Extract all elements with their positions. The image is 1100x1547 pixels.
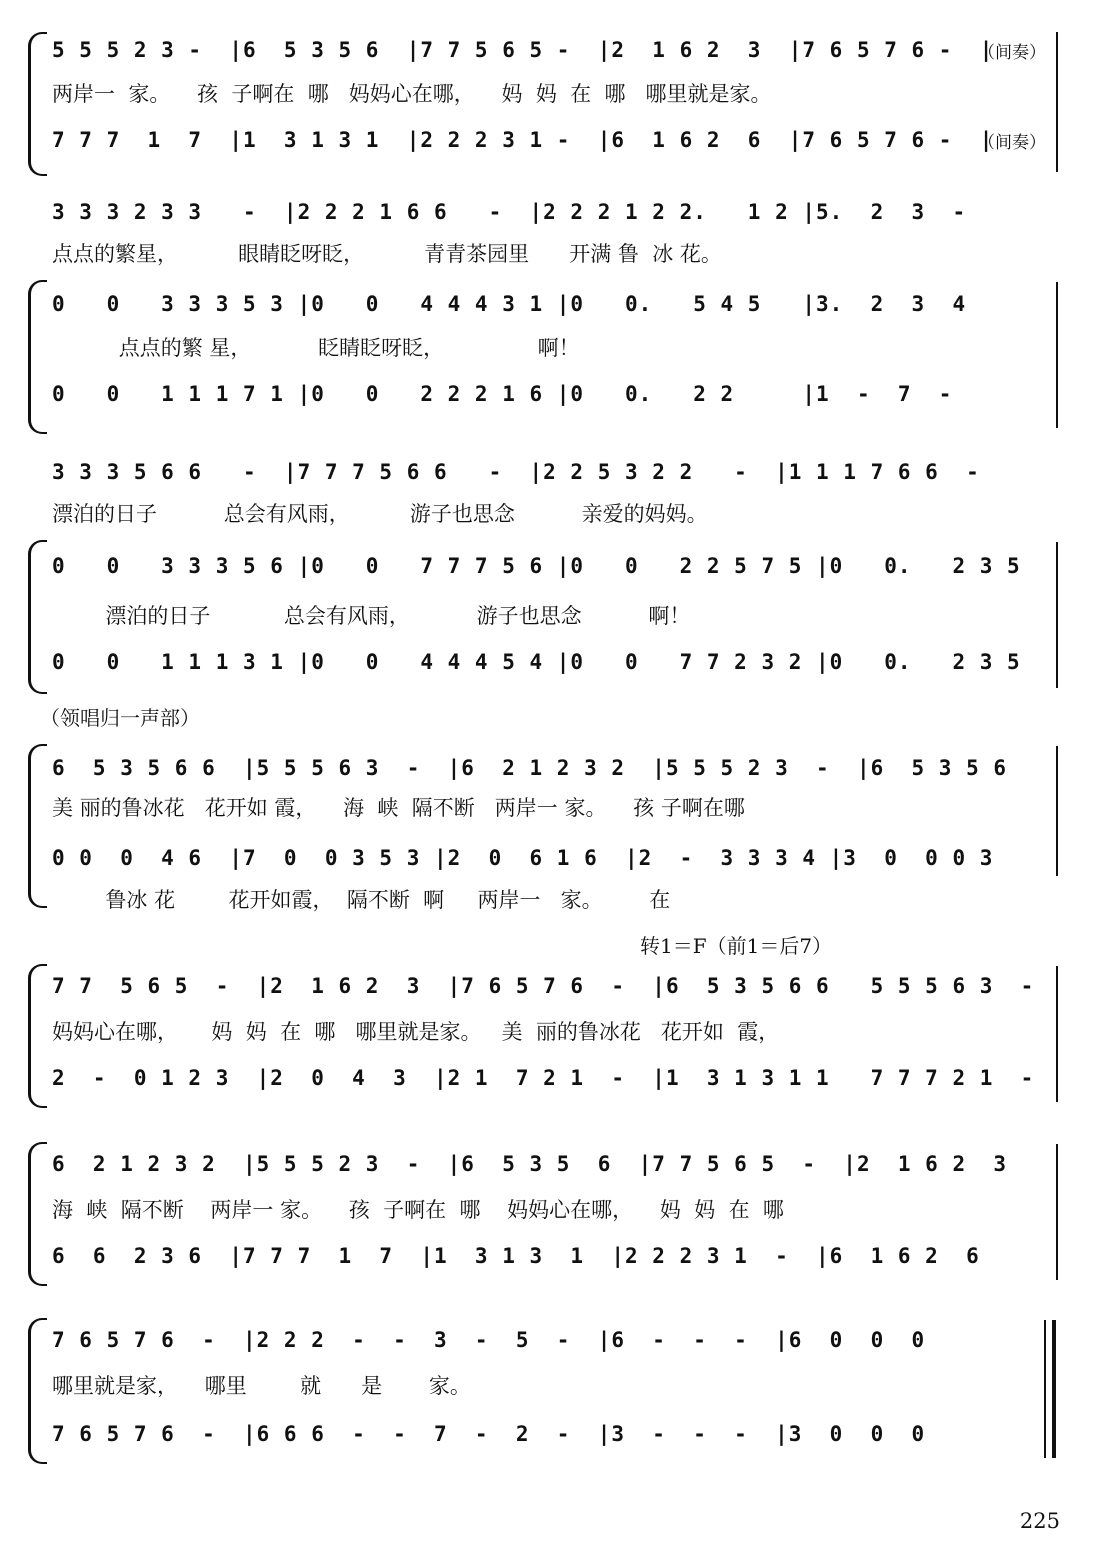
soprano-notes: 7 7 5 6 5 - |2 1 6 2 3 |7 6 5 7 6 - |6 5 3 5 6 6 5 5 5 6 3 - — [52, 974, 1035, 998]
barline-end — [1056, 32, 1058, 172]
section-label: （领唱归一声部） — [40, 706, 200, 730]
alto-notes: 7 6 5 7 6 - |6 6 6 - - 7 - 2 - |3 - - - |3 0 0 0 — [52, 1422, 926, 1446]
lyrics: 哪里就是家， 哪里 就 是 家。 — [52, 1374, 471, 1398]
barline-end — [1056, 542, 1058, 688]
barline-end — [1056, 1144, 1058, 1280]
alto-notes: 0 0 0 4 6 |7 0 0 3 5 3 |2 0 6 1 6 |2 - 3 3 3 4 |3 0 0 0 3 — [52, 846, 994, 870]
choir-lower-notes: 0 0 1 1 1 7 1 |0 0 2 2 2 1 6 |0 0. 2 2 |1 - 7 - — [52, 382, 953, 406]
system-7 — [28, 1318, 1068, 1468]
choir-brace — [28, 280, 47, 434]
choir-lyrics: 点点的繁 星， 眨睛眨呀眨， 啊！ — [52, 336, 580, 360]
alto-notes: 2 - 0 1 2 3 |2 0 4 3 |2 1 7 2 1 - |1 3 1 3 1 1 7 7 7 2 1 - — [52, 1066, 1035, 1090]
choir-lower-notes: 0 0 1 1 1 3 1 |0 0 4 4 4 5 4 |0 0 7 7 2 3 2 |0 0. 2 3 5 — [52, 650, 1021, 674]
final-barline-thick — [1052, 1320, 1056, 1458]
system-6 — [28, 1142, 1068, 1292]
barline-end — [1056, 282, 1058, 428]
soprano-notes: 5 5 5 2 3 - |6 5 3 5 6 |7 7 5 6 5 - |2 1 6 2 3 |7 6 5 7 6 - | — [52, 38, 994, 62]
soprano-notes: 6 5 3 5 6 6 |5 5 5 6 3 - |6 2 1 2 3 2 |5 5 5 2 3 - |6 5 3 5 6 — [52, 756, 1008, 780]
soprano-notes: 6 2 1 2 3 2 |5 5 5 2 3 - |6 5 3 5 6 |7 7 5 6 5 - |2 1 6 2 3 — [52, 1152, 1008, 1176]
choir-upper-notes: 0 0 3 3 3 5 6 |0 0 7 7 7 5 6 |0 0 2 2 5 7 5 |0 0. 2 3 5 — [52, 554, 1021, 578]
barline-end — [1056, 966, 1058, 1102]
alto-lyrics: 鲁冰 花 花开如霞， 隔不断 啊 两岸一 家。 在 — [52, 888, 671, 912]
system-5 — [28, 964, 1068, 1114]
key-change-label: 转1＝F（前1＝后7） — [640, 934, 833, 958]
system-brace — [28, 32, 47, 176]
system-1 — [28, 28, 1068, 176]
lyrics: 两岸一 家。 孩 子啊在 哪 妈妈心在哪， 妈 妈 在 哪 哪里就是家。 — [52, 82, 772, 106]
choir-brace — [28, 540, 47, 694]
lyrics: 海 峡 隔不断 两岸一 家。 孩 子啊在 哪 妈妈心在哪， 妈 妈 在 哪 — [52, 1198, 784, 1222]
system-4 — [28, 744, 1068, 914]
choir-lyrics: 漂泊的日子 总会有风雨， 游子也思念 啊！ — [52, 604, 691, 628]
solo-lyrics: 漂泊的日子 总会有风雨， 游子也思念 亲爱的妈妈。 — [52, 502, 708, 526]
system-2 — [28, 186, 1068, 436]
system-brace — [28, 964, 47, 1108]
system-brace — [28, 1142, 47, 1286]
final-barline-thin — [1044, 1320, 1046, 1458]
system-brace — [28, 1318, 47, 1464]
lyrics: 美 丽的鲁冰花 花开如 霞， 海 峡 隔不断 两岸一 家。 孩 子啊在哪 — [52, 796, 745, 820]
solo-notes: 3 3 3 2 3 3 - |2 2 2 1 6 6 - |2 2 2 1 2 2. 1 2 |5. 2 3 - — [52, 200, 967, 224]
page-number: 225 — [1019, 1509, 1060, 1533]
alto-notes: 7 7 7 1 7 |1 3 1 3 1 |2 2 2 3 1 - |6 1 6 2 6 |7 6 5 7 6 - | — [52, 128, 994, 152]
barline-end — [1056, 746, 1058, 876]
interlude-label-top: （间奏） — [978, 43, 1046, 63]
choir-upper-notes: 0 0 3 3 3 5 3 |0 0 4 4 4 3 1 |0 0. 5 4 5 |3. 2 3 4 — [52, 292, 967, 316]
system-brace — [28, 744, 47, 908]
soprano-notes: 7 6 5 7 6 - |2 2 2 - - 3 - 5 - |6 - - - |6 0 0 0 — [52, 1328, 926, 1352]
solo-lyrics: 点点的繁星， 眼睛眨呀眨， 青青茶园里 开满 鲁 冰 花。 — [52, 242, 722, 266]
solo-notes: 3 3 3 5 6 6 - |7 7 7 5 6 6 - |2 2 5 3 2 2 - |1 1 1 7 6 6 - — [52, 460, 980, 484]
alto-notes: 6 6 2 3 6 |7 7 7 1 7 |1 3 1 3 1 |2 2 2 3 1 - |6 1 6 2 6 — [52, 1244, 980, 1268]
interlude-label-bottom: （间奏） — [978, 133, 1046, 153]
lyrics: 妈妈心在哪， 妈 妈 在 哪 哪里就是家。 美 丽的鲁冰花 花开如 霞， — [52, 1020, 780, 1044]
system-3 — [28, 446, 1068, 696]
